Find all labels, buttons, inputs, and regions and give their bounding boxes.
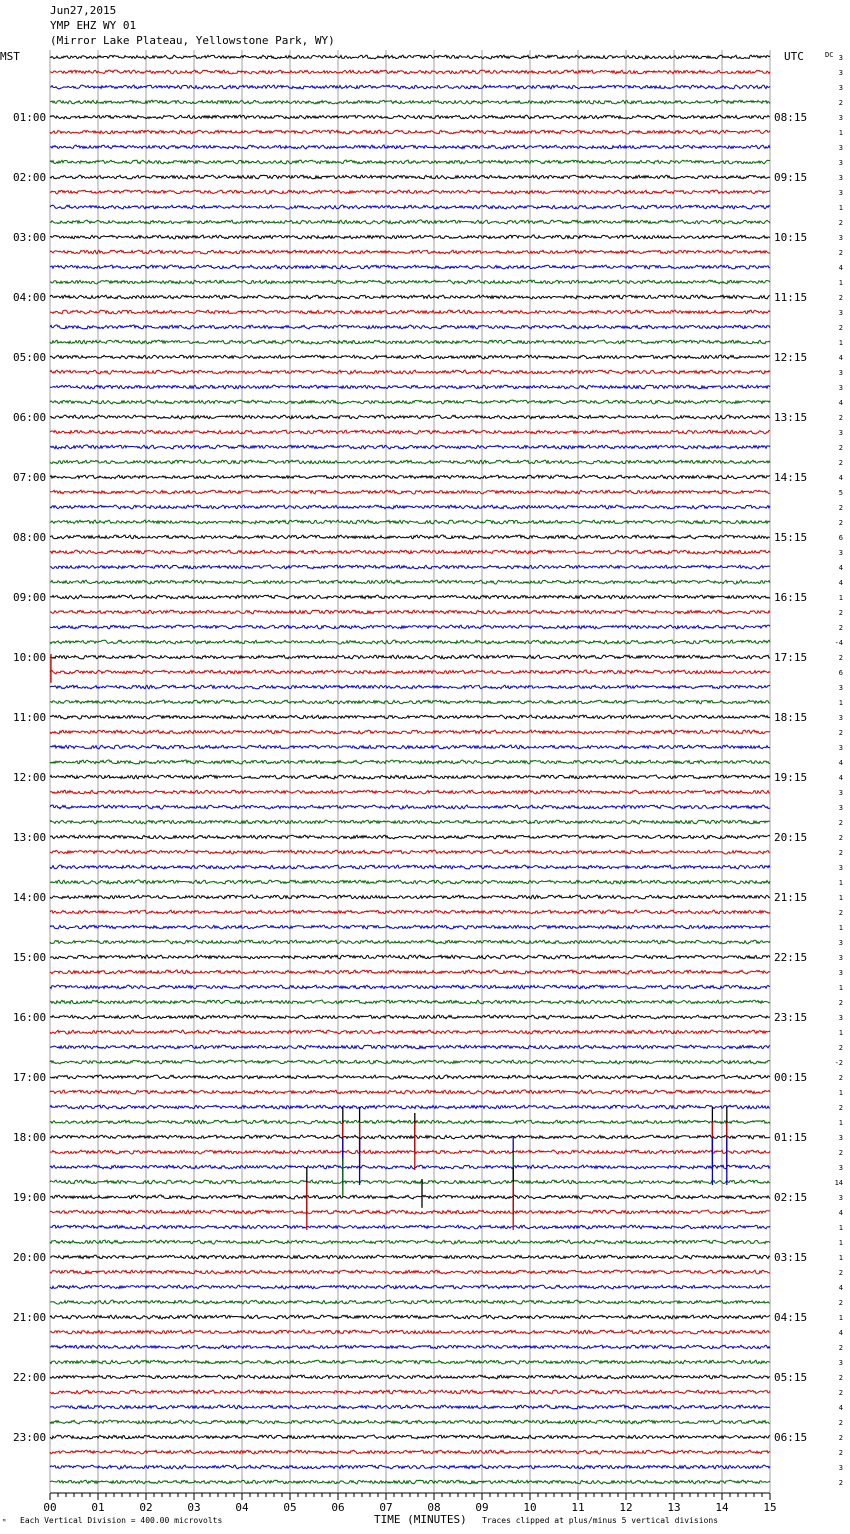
dc-offset-32: 6 (838, 534, 843, 542)
trace-55 (50, 880, 770, 884)
trace-8 (50, 175, 770, 179)
dc-offset-21: 3 (838, 369, 843, 377)
dc-offset-9: 3 (838, 189, 843, 197)
trace-72 (50, 1135, 770, 1139)
x-tick-label-04: 04 (235, 1501, 249, 1514)
dc-offset-63: 2 (838, 999, 843, 1007)
x-tick-label-02: 02 (139, 1501, 153, 1514)
trace-65 (50, 1030, 770, 1034)
dc-offset-48: 4 (838, 774, 843, 782)
trace-51 (50, 820, 770, 824)
dc-offset-92: 2 (838, 1434, 843, 1442)
hour-label-left-2: 02:00 (13, 171, 47, 184)
dc-offset-0: 3 (838, 54, 843, 62)
hour-label-right-19: 02:15 (774, 1191, 808, 1204)
dc-offset-95: 2 (838, 1479, 843, 1487)
trace-24 (50, 415, 770, 419)
dc-offset-6: 3 (838, 144, 843, 152)
dc-offset-86: 2 (838, 1344, 843, 1352)
trace-16 (50, 295, 770, 299)
dc-offset-56: 1 (838, 894, 843, 902)
dc-offset-35: 4 (838, 579, 843, 587)
trace-77 (50, 1210, 770, 1214)
hour-label-right-21: 04:15 (774, 1311, 808, 1324)
trace-88 (50, 1375, 770, 1379)
dc-offset-33: 3 (838, 549, 843, 557)
hour-label-right-13: 20:15 (774, 831, 808, 844)
trace-74 (50, 1165, 770, 1169)
trace-36 (50, 595, 770, 599)
dc-offset-84: 1 (838, 1314, 843, 1322)
trace-46 (50, 745, 770, 749)
trace-38 (50, 625, 770, 629)
trace-0 (50, 55, 770, 59)
dc-offset-27: 2 (838, 459, 843, 467)
trace-17 (50, 310, 770, 314)
hour-label-right-12: 19:15 (774, 771, 808, 784)
trace-31 (50, 520, 770, 524)
hour-label-right-8: 15:15 (774, 531, 808, 544)
hour-label-left-14: 14:00 (13, 891, 47, 904)
trace-27 (50, 460, 770, 464)
trace-80 (50, 1255, 770, 1259)
x-tick-label-06: 06 (331, 1501, 345, 1514)
x-tick-label-12: 12 (619, 1501, 633, 1514)
hour-label-right-2: 09:15 (774, 171, 808, 184)
trace-71 (50, 1120, 770, 1124)
x-tick-label-05: 05 (283, 1501, 297, 1514)
hour-label-right-17: 00:15 (774, 1071, 808, 1084)
clip-note: Traces clipped at plus/minus 5 vertical divisions (482, 1516, 719, 1525)
dc-offset-17: 3 (838, 309, 843, 317)
dc-offset-54: 3 (838, 864, 843, 872)
dc-offset-25: 3 (838, 429, 843, 437)
hour-label-left-22: 22:00 (13, 1371, 47, 1384)
trace-59 (50, 940, 770, 944)
dc-offset-39: -4 (834, 639, 843, 647)
trace-35 (50, 580, 770, 584)
right-zone-label: UTC (784, 50, 804, 63)
header-station: YMP EHZ WY 01 (50, 19, 137, 32)
trace-89 (50, 1390, 770, 1394)
trace-1 (50, 70, 770, 74)
dc-offset-16: 2 (838, 294, 843, 302)
dc-offset-28: 4 (838, 474, 843, 482)
hour-label-left-16: 16:00 (13, 1011, 47, 1024)
dc-offset-93: 2 (838, 1449, 843, 1457)
x-tick-label-14: 14 (715, 1501, 729, 1514)
corner-mark: ᴹ (2, 1518, 7, 1526)
dc-offset-7: 3 (838, 159, 843, 167)
dc-offset-68: 2 (838, 1074, 843, 1082)
dc-label: DC (825, 51, 834, 59)
x-tick-label-11: 11 (571, 1501, 585, 1514)
hour-label-left-21: 21:00 (13, 1311, 47, 1324)
dc-offset-1: 3 (838, 69, 843, 77)
trace-11 (50, 220, 770, 224)
trace-18 (50, 325, 770, 329)
x-tick-label-10: 10 (523, 1501, 537, 1514)
dc-offset-58: 1 (838, 924, 843, 932)
dc-offset-55: 1 (838, 879, 843, 887)
dc-offset-57: 2 (838, 909, 843, 917)
hour-label-right-5: 12:15 (774, 351, 808, 364)
hour-label-left-8: 08:00 (13, 531, 47, 544)
trace-22 (50, 385, 770, 389)
dc-offset-19: 1 (838, 339, 843, 347)
dc-offset-67: -2 (834, 1059, 843, 1067)
hour-label-left-4: 04:00 (13, 291, 47, 304)
trace-10 (50, 205, 770, 209)
dc-offset-82: 4 (838, 1284, 843, 1292)
trace-30 (50, 505, 770, 509)
trace-62 (50, 985, 770, 989)
hour-label-left-19: 19:00 (13, 1191, 47, 1204)
dc-offset-46: 3 (838, 744, 843, 752)
trace-57 (50, 910, 770, 914)
dc-offset-24: 2 (838, 414, 843, 422)
dc-offset-65: 1 (838, 1029, 843, 1037)
hour-label-right-7: 14:15 (774, 471, 808, 484)
hour-label-right-6: 13:15 (774, 411, 808, 424)
hour-label-left-20: 20:00 (13, 1251, 47, 1264)
trace-75 (50, 1180, 770, 1184)
trace-49 (50, 790, 770, 794)
trace-69 (50, 1090, 770, 1094)
dc-offset-77: 4 (838, 1209, 843, 1217)
dc-offset-59: 3 (838, 939, 843, 947)
header-date: Jun27,2015 (50, 4, 117, 17)
hour-label-left-11: 11:00 (13, 711, 47, 724)
hour-label-right-22: 05:15 (774, 1371, 808, 1384)
trace-90 (50, 1405, 770, 1409)
trace-53 (50, 850, 770, 854)
trace-19 (50, 340, 770, 344)
dc-offset-13: 2 (838, 249, 843, 257)
trace-94 (50, 1465, 770, 1469)
dc-offset-2: 3 (838, 84, 843, 92)
dc-offset-12: 3 (838, 234, 843, 242)
header-location: (Mirror Lake Plateau, Yellowstone Park, WY) (50, 34, 335, 47)
dc-offset-73: 2 (838, 1149, 843, 1157)
trace-84 (50, 1315, 770, 1319)
trace-23 (50, 400, 770, 404)
trace-61 (50, 970, 770, 974)
trace-28 (50, 475, 770, 479)
dc-offset-4: 3 (838, 114, 843, 122)
x-tick-label-03: 03 (187, 1501, 201, 1514)
trace-70 (50, 1105, 770, 1109)
trace-93 (50, 1450, 770, 1454)
trace-21 (50, 370, 770, 374)
trace-13 (50, 250, 770, 254)
trace-42 (50, 685, 770, 689)
dc-offset-22: 3 (838, 384, 843, 392)
trace-50 (50, 805, 770, 809)
dc-offset-52: 2 (838, 834, 843, 842)
dc-offset-20: 4 (838, 354, 843, 362)
trace-67 (50, 1060, 770, 1064)
hour-label-left-7: 07:00 (13, 471, 47, 484)
dc-offset-3: 2 (838, 99, 843, 107)
dc-offset-45: 2 (838, 729, 843, 737)
hour-label-right-10: 17:15 (774, 651, 808, 664)
hour-label-left-23: 23:00 (13, 1431, 47, 1444)
dc-offset-69: 1 (838, 1089, 843, 1097)
dc-offset-29: 5 (838, 489, 843, 497)
trace-33 (50, 550, 770, 554)
trace-6 (50, 145, 770, 149)
dc-offset-42: 3 (838, 684, 843, 692)
dc-offset-64: 3 (838, 1014, 843, 1022)
dc-offset-88: 2 (838, 1374, 843, 1382)
trace-14 (50, 265, 770, 269)
left-zone-label: MST (0, 50, 20, 63)
trace-39 (50, 640, 770, 644)
hour-label-right-23: 06:15 (774, 1431, 808, 1444)
hour-label-right-16: 23:15 (774, 1011, 808, 1024)
trace-9 (50, 190, 770, 194)
trace-91 (50, 1420, 770, 1424)
trace-5 (50, 130, 770, 134)
dc-offset-5: 1 (838, 129, 843, 137)
hour-label-right-3: 10:15 (774, 231, 808, 244)
trace-2 (50, 85, 770, 89)
trace-85 (50, 1330, 770, 1334)
dc-offset-89: 2 (838, 1389, 843, 1397)
trace-25 (50, 430, 770, 434)
dc-offset-34: 4 (838, 564, 843, 572)
dc-offset-36: 1 (838, 594, 843, 602)
trace-26 (50, 445, 770, 449)
hour-label-left-13: 13:00 (13, 831, 47, 844)
hour-label-left-12: 12:00 (13, 771, 47, 784)
trace-86 (50, 1345, 770, 1349)
trace-29 (50, 490, 770, 494)
dc-offset-71: 1 (838, 1119, 843, 1127)
dc-offset-66: 2 (838, 1044, 843, 1052)
x-axis-title: TIME (MINUTES) (374, 1513, 467, 1526)
dc-offset-90: 4 (838, 1404, 843, 1412)
dc-offset-14: 4 (838, 264, 843, 272)
hour-label-left-1: 01:00 (13, 111, 47, 124)
trace-43 (50, 700, 770, 704)
dc-offset-31: 2 (838, 519, 843, 527)
trace-37 (50, 610, 770, 614)
dc-offset-85: 4 (838, 1329, 843, 1337)
hour-label-right-1: 08:15 (774, 111, 808, 124)
dc-offset-81: 2 (838, 1269, 843, 1277)
trace-63 (50, 1000, 770, 1004)
dc-offset-41: 6 (838, 669, 843, 677)
dc-offset-62: 1 (838, 984, 843, 992)
trace-76 (50, 1195, 770, 1199)
trace-3 (50, 100, 770, 104)
dc-offset-30: 2 (838, 504, 843, 512)
dc-offset-72: 3 (838, 1134, 843, 1142)
dc-offset-83: 2 (838, 1299, 843, 1307)
dc-offset-8: 3 (838, 174, 843, 182)
hour-label-right-9: 16:15 (774, 591, 808, 604)
dc-offset-38: 2 (838, 624, 843, 632)
x-tick-label-09: 09 (475, 1501, 489, 1514)
hour-label-left-10: 10:00 (13, 651, 47, 664)
trace-68 (50, 1075, 770, 1079)
trace-32 (50, 535, 770, 539)
trace-20 (50, 355, 770, 359)
dc-offset-76: 3 (838, 1194, 843, 1202)
hour-label-right-20: 03:15 (774, 1251, 808, 1264)
hour-label-left-17: 17:00 (13, 1071, 47, 1084)
dc-offset-53: 2 (838, 849, 843, 857)
trace-56 (50, 895, 770, 899)
dc-offset-79: 1 (838, 1239, 843, 1247)
dc-offset-49: 3 (838, 789, 843, 797)
trace-58 (50, 925, 770, 929)
hour-label-left-18: 18:00 (13, 1131, 47, 1144)
trace-44 (50, 715, 770, 719)
hour-label-left-3: 03:00 (13, 231, 47, 244)
dc-offset-78: 1 (838, 1224, 843, 1232)
trace-79 (50, 1240, 770, 1244)
dc-offset-18: 2 (838, 324, 843, 332)
trace-48 (50, 775, 770, 779)
dc-offset-75: 14 (834, 1179, 843, 1187)
trace-41 (50, 670, 770, 674)
hour-label-right-18: 01:15 (774, 1131, 808, 1144)
time-axis (43, 1493, 776, 1514)
trace-47 (50, 760, 770, 764)
trace-95 (50, 1480, 770, 1484)
hour-label-left-5: 05:00 (13, 351, 47, 364)
x-tick-label-00: 00 (43, 1501, 57, 1514)
x-tick-label-15: 15 (763, 1501, 777, 1514)
dc-offset-23: 4 (838, 399, 843, 407)
dc-offset-15: 1 (838, 279, 843, 287)
dc-offset-43: 1 (838, 699, 843, 707)
x-tick-label-01: 01 (91, 1501, 105, 1514)
x-tick-label-13: 13 (667, 1501, 681, 1514)
dc-offset-37: 2 (838, 609, 843, 617)
dc-offset-80: 1 (838, 1254, 843, 1262)
dc-offset-74: 3 (838, 1164, 843, 1172)
trace-15 (50, 280, 770, 284)
trace-45 (50, 730, 770, 734)
dc-offset-50: 3 (838, 804, 843, 812)
trace-73 (50, 1150, 770, 1154)
trace-40 (50, 655, 770, 659)
dc-offset-26: 2 (838, 444, 843, 452)
trace-7 (50, 160, 770, 164)
dc-offset-10: 1 (838, 204, 843, 212)
dc-offset-91: 2 (838, 1419, 843, 1427)
trace-34 (50, 565, 770, 569)
trace-group (50, 55, 770, 1484)
dc-offset-60: 3 (838, 954, 843, 962)
dc-offset-44: 3 (838, 714, 843, 722)
trace-52 (50, 835, 770, 839)
trace-92 (50, 1435, 770, 1439)
hour-label-right-11: 18:15 (774, 711, 808, 724)
hour-label-left-6: 06:00 (13, 411, 47, 424)
trace-4 (50, 115, 770, 119)
trace-64 (50, 1015, 770, 1019)
trace-54 (50, 865, 770, 869)
hour-label-right-4: 11:15 (774, 291, 808, 304)
hour-label-right-14: 21:15 (774, 891, 808, 904)
x-tick-label-07: 07 (379, 1501, 393, 1514)
hour-label-right-15: 22:15 (774, 951, 808, 964)
dc-offset-51: 2 (838, 819, 843, 827)
x-tick-label-08: 08 (427, 1501, 441, 1514)
trace-87 (50, 1360, 770, 1364)
trace-82 (50, 1285, 770, 1289)
trace-66 (50, 1045, 770, 1049)
trace-12 (50, 235, 770, 239)
trace-81 (50, 1270, 770, 1274)
dc-offset-94: 3 (838, 1464, 843, 1472)
dc-offset-11: 2 (838, 219, 843, 227)
trace-78 (50, 1225, 770, 1229)
dc-offset-61: 3 (838, 969, 843, 977)
dc-offset-70: 2 (838, 1104, 843, 1112)
dc-offset-87: 3 (838, 1359, 843, 1367)
dc-offset-47: 4 (838, 759, 843, 767)
hour-label-left-15: 15:00 (13, 951, 47, 964)
scale-note: Each Vertical Division = 400.00 microvolts (20, 1516, 223, 1525)
dc-offset-40: 2 (838, 654, 843, 662)
hour-label-left-9: 09:00 (13, 591, 47, 604)
trace-83 (50, 1300, 770, 1304)
trace-60 (50, 955, 770, 959)
